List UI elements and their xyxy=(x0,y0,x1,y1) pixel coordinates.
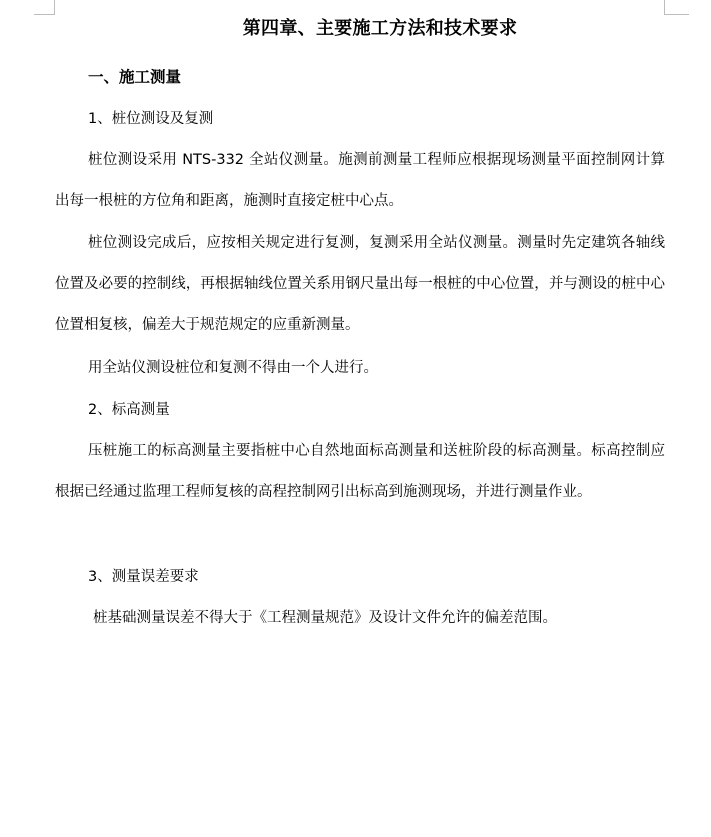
paragraph-1-2: 桩位测设完成后，应按相关规定进行复测，复测采用全站仪测量。测量时先定建筑各轴线位置及必要的控制线，再根据轴线位置关系用钢尺量出每一根桩的中心位置，并与测设的桩中心位置相复核，偏差大于规范规定的应重新测量。 xyxy=(55,235,665,333)
crop-mark-top-right xyxy=(664,0,689,15)
paragraph-3-1: 桩基础测量误差不得大于《工程测量规范》及设计文件允许的偏差范围。 xyxy=(93,610,557,626)
subsection-heading-3: 3、测量误差要求 xyxy=(88,569,199,585)
subsection-heading-1: 1、桩位测设及复测 xyxy=(88,111,214,127)
paragraph-1-1: 桩位测设采用 NTS-332 全站仪测量。施测前测量工程师应根据现场测量平面控制网计算出每一根桩的方位角和距离，施测时直接定桩中心点。 xyxy=(55,152,665,209)
paragraph-1-3: 用全站仪测设桩位和复测不得由一个人进行。 xyxy=(88,360,378,376)
paragraph-2-1: 压桩施工的标高测量主要指桩中心自然地面标高测量和送桩阶段的标高测量。标高控制应根据已经通过监理工程师复核的高程控制网引出标高到施测现场，并进行测量作业。 xyxy=(55,443,665,500)
chapter-title: 第四章、主要施工方法和技术要求 xyxy=(242,18,518,39)
subsection-heading-2: 2、标高测量 xyxy=(88,402,170,418)
crop-mark-top-left xyxy=(34,0,55,15)
section-heading: 一、施工测量 xyxy=(88,67,182,86)
